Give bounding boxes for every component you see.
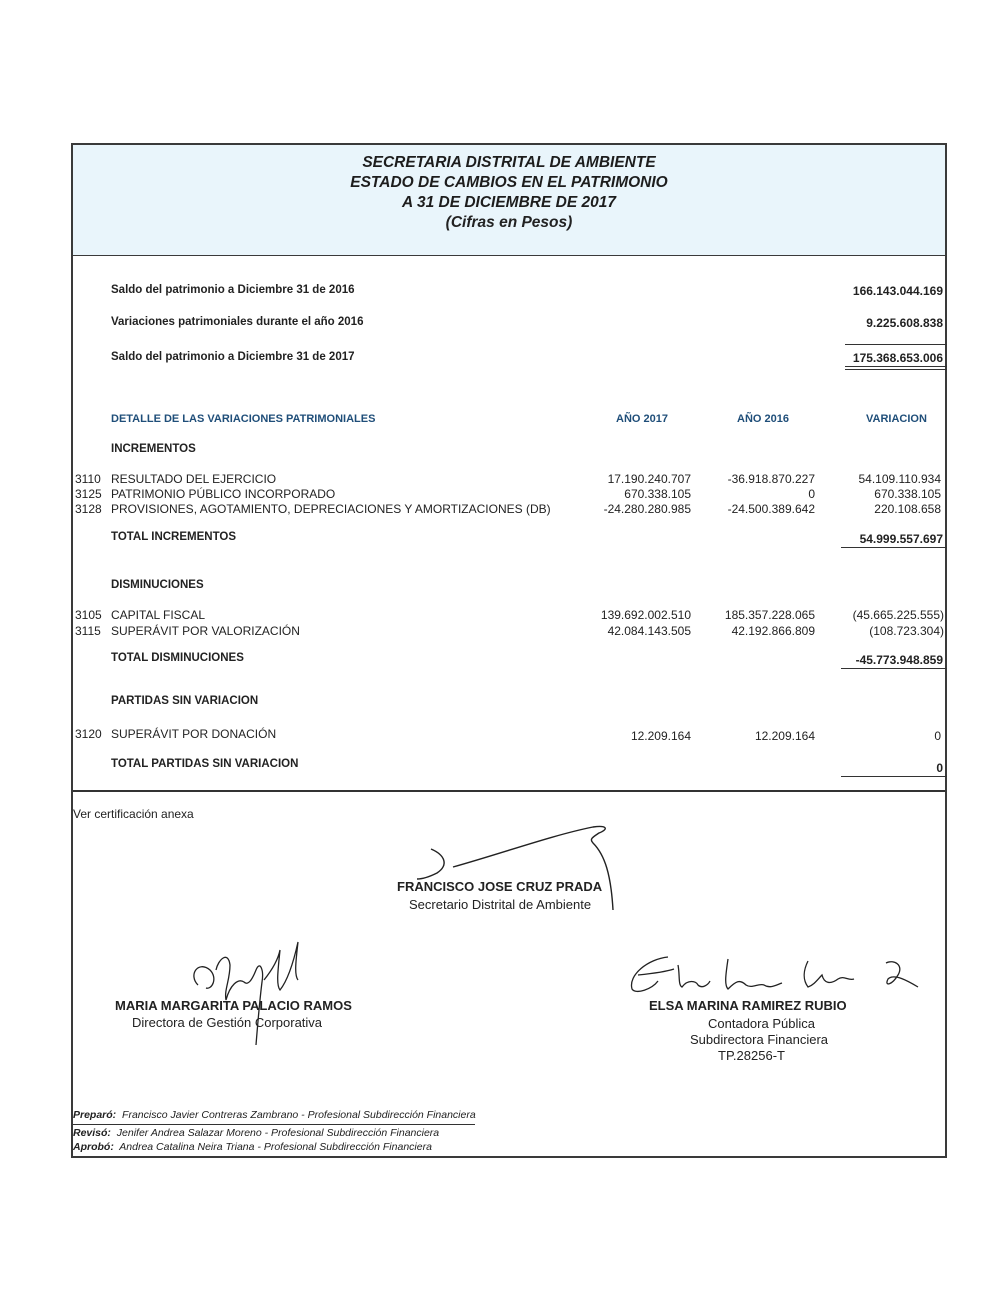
director-signature	[168, 930, 368, 1050]
secretary-name: FRANCISCO JOSE CRUZ PRADA	[397, 879, 603, 894]
approved-by-label: Aprobó:	[73, 1141, 114, 1153]
value-2017: 17.190.240.707	[607, 472, 691, 486]
account-code: 3128	[75, 502, 102, 516]
accountant-position: Subdirectora Financiera	[690, 1032, 829, 1047]
double-rule-top	[845, 366, 947, 367]
section-heading-unchanged: PARTIDAS SIN VARIACION	[111, 695, 259, 707]
account-code: 3105	[75, 608, 102, 622]
value-2016: 42.192.866.809	[731, 624, 815, 638]
total-unchanged-rule	[841, 776, 947, 777]
value-2016: 0	[808, 487, 815, 501]
reviewed-by-label: Revisó:	[73, 1127, 111, 1139]
account-name: CAPITAL FISCAL	[111, 608, 206, 622]
column-header-variation: VARIACION	[866, 413, 927, 425]
section-divider	[73, 790, 945, 792]
account-code: 3120	[75, 727, 102, 741]
value-variation: 220.108.658	[874, 502, 941, 516]
statement-title: ESTADO DE CAMBIOS EN EL PATRIMONIO	[350, 174, 668, 191]
double-rule-bottom	[845, 369, 947, 370]
footer-rule	[73, 1124, 475, 1125]
secretary-role: Secretario Distrital de Ambiente	[409, 897, 592, 912]
account-code: 3125	[75, 487, 102, 501]
prepared-by-text: Francisco Javier Contreras Zambrano - Profesional Subdirección Financiera	[122, 1109, 476, 1121]
director-name: MARIA MARGARITA PALACIO RAMOS	[115, 998, 352, 1013]
summary-label-opening: Saldo del patrimonio a Diciembre 31 de 2016	[111, 284, 355, 296]
summary-value-variations: 9.225.608.838	[866, 316, 943, 330]
summary-value-closing: 175.368.653.006	[852, 351, 943, 365]
accountant-license: TP.28256-T	[718, 1048, 785, 1063]
value-variation: 670.338.105	[874, 487, 941, 501]
value-variation: (108.723.304)	[869, 624, 944, 638]
statement-header	[73, 145, 945, 256]
reviewed-by	[73, 1127, 439, 1139]
currency-note: (Cifras en Pesos)	[445, 214, 573, 231]
account-name: SUPERÁVIT POR VALORIZACIÓN	[111, 624, 300, 638]
account-name: SUPERÁVIT POR DONACIÓN	[111, 727, 277, 741]
value-2017: 42.084.143.505	[607, 624, 691, 638]
summary-label-variations: Variaciones patrimoniales durante el año 2016	[111, 316, 364, 328]
value-2017: 139.692.002.510	[600, 608, 691, 622]
account-name: PATRIMONIO PÚBLICO INCORPORADO	[111, 487, 336, 501]
approved-by-text: Andrea Catalina Neira Triana - Profesional Subdirección Financiera	[119, 1141, 432, 1153]
total-decrements-rule	[841, 668, 947, 669]
director-role: Directora de Gestión Corporativa	[132, 1015, 323, 1030]
total-decrements-value: -45.773.948.859	[855, 653, 943, 667]
value-2016: 185.357.228.065	[724, 608, 815, 622]
total-increments-label: TOTAL INCREMENTOS	[111, 531, 237, 543]
total-increments-value: 54.999.557.697	[859, 532, 943, 546]
value-2016: 12.209.164	[754, 729, 815, 743]
reviewed-by-text: Jenifer Andrea Salazar Moreno - Profesional Subdirección Financiera	[116, 1127, 440, 1139]
accountant-signature	[618, 945, 938, 1005]
section-heading-increments: INCREMENTOS	[111, 443, 196, 455]
total-increments-rule	[841, 547, 947, 548]
accountant-name: ELSA MARINA RAMIREZ RUBIO	[649, 998, 847, 1013]
value-2017: -24.280.280.985	[603, 502, 691, 516]
summary-label-closing: Saldo del patrimonio a Diciembre 31 de 2017	[111, 351, 355, 363]
column-header-2017: AÑO 2017	[616, 413, 668, 425]
account-name: PROVISIONES, AGOTAMIENTO, DEPRECIACIONES Y AMORTIZACIONES (DB)	[111, 502, 551, 516]
value-variation: 54.109.110.934	[858, 472, 941, 486]
approved-by	[73, 1141, 432, 1153]
prepared-by	[73, 1109, 476, 1121]
statement-date: A 31 DE DICIEMBRE DE 2017	[402, 194, 616, 211]
detail-title: DETALLE DE LAS VARIACIONES PATRIMONIALES	[111, 413, 376, 425]
value-2017: 12.209.164	[630, 729, 691, 743]
section-heading-decrements: DISMINUCIONES	[111, 579, 204, 591]
summary-value-opening: 166.143.044.169	[852, 284, 943, 298]
total-unchanged-value: 0	[936, 761, 943, 775]
organization-name: SECRETARIA DISTRITAL DE AMBIENTE	[362, 154, 656, 171]
accountant-role: Contadora Pública	[708, 1016, 815, 1031]
certification-note: Ver certificación anexa	[73, 807, 194, 821]
account-name: RESULTADO DEL EJERCICIO	[111, 472, 277, 486]
value-2017: 670.338.105	[624, 487, 691, 501]
prepared-by-label: Preparó:	[73, 1109, 117, 1121]
subtotal-rule	[845, 344, 947, 345]
statement-frame	[71, 143, 947, 1158]
column-header-2016: AÑO 2016	[737, 413, 789, 425]
value-2016: -24.500.389.642	[727, 502, 815, 516]
account-code: 3115	[75, 624, 101, 638]
value-variation: 0	[934, 729, 941, 743]
account-code: 3110	[75, 472, 101, 486]
value-2016: -36.918.870.227	[727, 472, 815, 486]
total-unchanged-label: TOTAL PARTIDAS SIN VARIACION	[111, 758, 299, 770]
value-variation: (45.665.225.555)	[852, 608, 944, 622]
total-decrements-label: TOTAL DISMINUCIONES	[111, 652, 244, 664]
